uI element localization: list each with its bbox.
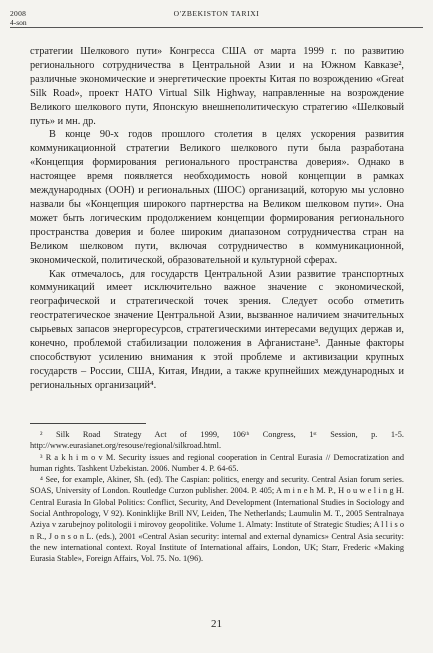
footnote-3: ³ R a k h i m o v M. Security issues and regional cooperation in Central Eurasia // Democratization and human rights. Tashkent Uzbekistan. 2006. Number 4. P. 64-65. — [30, 452, 404, 473]
header-journal-title: O'ZBEKISTON TARIXI — [173, 9, 260, 18]
footnote-2: ² Silk Road Strategy Act of 1999, 106ᵗʰ Congress, 1ˢᵗ Session, p. 1-5. http://www.eurasianet.org/resouse/regional/silkroad.html. — [30, 430, 404, 451]
main-text — [30, 45, 404, 393]
footnotes — [30, 429, 404, 565]
paragraph-2: В конце 90-х годов прошлого столетия в целях ускорения развития коммуникационной стратегии Великого шелкового пути была разработана «Концепция формирования регионального пространства доверия». Однако в настоящее время появляется необходимость новой концепции в рамках международных (ООН) и региональных (ШОС) организаций, которую мы условно назвали бы «Концепция широкого партнерства на Великом шелковом пути». Она может быть логическим продолжением концепции формирования регионального пространства доверия и более широким диапазоном сотрудничества стран на Великом шелковом пути, включая сотрудничество в коммуникационной, экономической, политической, образовательной и культурной сферах. — [30, 129, 404, 266]
paragraph-1: стратегии Шелкового пути» Конгресса США от марта 1999 г. по развитию регионального сотрудничества в Центральной Азии и на Южном Кавказе², различные экономические и энергетические проекты Китая по возрождению «Great Silk Road», проект НАТО Virtual Silk Highway, направленные на возрождение Великого шелкового пути, Японскую внешнеполитическую стратегию «Шелковый путь» и мн. др. — [30, 46, 404, 127]
page-number: 21 — [211, 618, 222, 630]
footnote-4: ⁴ See, for example, Akiner, Sh. (ed). The Caspian: politics, energy and security. Central Asian forum series. SOAS, University of London. Routledge Curzon publisher. 2004. P. 405; A m i n e h M. P., H o u w e l i n g H. Central Eurasia In Global Politics: Conflict, Security, And Development (International Studies in Sociology and Social Anthropology, V 92). Koninklijke Brill NV, Leiden, The Netherlands; Laumulin M. T., 2005 Sentralnaya Aziya v zarubejnoy politologii i mirovoy geopolitike. Volume 1. Almaty: Institute of Strategic Studies; A l l i s o n R., J o n s o n L. (eds.), 2001 «Central Asian security: internal and external dynamics» Central Asia security: the new international context. Royal Institute of International affairs, London, UK; Starr, Frederic «Making Eurasia Stable», Foreign Affairs, Vol. 75. No. 1(96). — [30, 475, 404, 564]
header-year: 2008 — [10, 9, 27, 18]
paragraph-3: Как отмечалось, для государств Центральной Азии развитие транспортных коммуникаций имеет исключительно важное значение с экономической, географической и стратегической точек зрения. Следует особо отметить геостратегическое значение Центральной Азии, вызванное наличием значительных сырьевых запасов энергоресурсов, стратегическими интересами ведущих держав и, конечно, проблемой стабилизации положения в Афганистане³. Данные факторы способствуют усилению внимания к этой проблеме и активизации крупных государств – России, США, Китая, Индии, а также крупнейших международных и региональных организаций⁴. — [30, 268, 404, 391]
header-rule — [10, 27, 423, 28]
header-issue: 4-son — [10, 18, 27, 27]
footnote-rule — [30, 423, 146, 424]
